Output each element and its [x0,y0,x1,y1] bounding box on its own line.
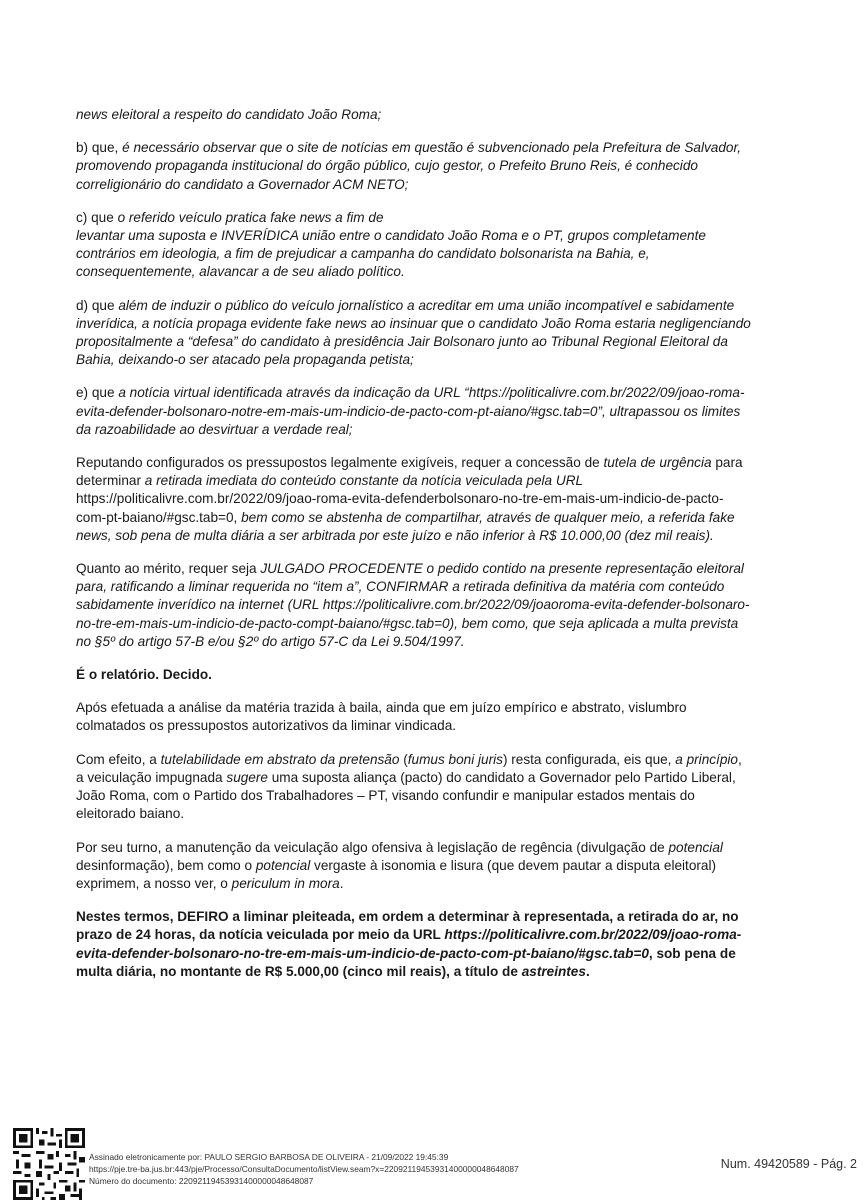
text-run: e) que [76,385,119,401]
text-run: sugere [226,769,268,785]
text-run: Reputando configurados os pressupostos legalmente exigíveis, requer a concessão de [76,455,604,471]
text-run: astreintes [521,963,586,979]
paragraph-item-e [76,384,752,439]
text-run: para determinar [76,455,743,489]
text-run: tutela de urgência [603,455,712,471]
paragraph-item-c [76,209,752,282]
paragraph-item-b [76,139,752,194]
qr-code-icon[interactable] [13,1128,85,1200]
text-run: Por seu turno, a manutenção da veiculação algo ofensiva à legislação de regência (divulgação de [76,839,669,855]
text-run: . [339,875,344,891]
text-run: a notícia virtual identificada através da indicação da URL “https://politicalivre.com.br/2022/09/joao-roma-evita-defender-bolsonaro-notre-em-mais-um-indicio-de-pacto-com-pt-aiano/#gsc.tab=0”, ultrapassou os limites da razoabilidade ao desvirtuar a verdade real; [76,385,745,437]
text-run: potencial [668,839,723,855]
text-run: Nestes termos, DEFIRO a liminar pleiteada, em ordem a determinar à representada, a retirada do ar, no prazo de 24 horas, da notícia veiculada por meio da URL [76,909,739,943]
text-run: ( [399,751,408,767]
text-run: b) que, [76,140,123,156]
text-run: tutelabilidade em abstrato da pretensão [160,751,400,767]
text-run: bem como se abstenha de compartilhar, através de qualquer meio, a referida fake news, sob pena de multa diária a ser arbitrada por este juízo e não inferior à R$ 10.000,00 (dez mil reais). [76,509,735,543]
text-run: periculum in mora [231,875,340,891]
text-run: Após efetuada a análise da matéria trazida à baila, ainda que em juízo empírico e abstrato, vislumbro colmatados os pressupostos autorizativos da liminar vindicada. [76,700,687,734]
text-run: https://politicalivre.com.br/2022/09/joao-roma-evita-defenderbolsonaro-no-tre-em-mais-um-indicio-de-pacto-com-pt-baiano/#gsc.tab=0, [76,491,724,525]
text-run: vergaste à isonomia e lisura (que devem pautar a disputa eleitoral) exprimem, a nosso ver, o [76,857,717,891]
paragraph-periculum [76,839,752,894]
text-run: c) que [76,209,118,225]
text-run: , sob pena de multa diária, no montante de R$ 5.000,00 (cinco mil reais), a título de [76,945,736,979]
text-run: fumus boni juris [407,751,503,767]
text-run: uma suposta aliança (pacto) do candidato a Governador pelo Partido Liberal, João Roma, com o Partido dos Trabalhadores – PT, visando confundir e manipular estados mentais do eleitorado baiano. [76,769,736,822]
text-run: Com efeito, a [76,751,161,767]
text-run: a retirada imediata do conteúdo constante da notícia veiculada pela URL [144,473,584,489]
page-number: Num. 49420589 - Pág. 2 [720,1157,857,1171]
paragraph-continuation [76,106,752,124]
paragraph-analysis [76,699,752,735]
text-run: JULGADO PROCEDENTE o pedido contido na presente representação eleitoral para, ratificando a liminar requerida no “item a”, CONFIRMAR a retirada definitiva da matéria com conteúdo sabidamente inverídico na internet (URL https://politicalivre.com.br/2022/09/joaoroma-evita-defender-bolsonaro-no-tre-em-mais-um-indicio-de-pacto-compt-baiano/#gsc.tab=0), bem como, que seja aplicada a multa prevista no §5º do artigo 57-B e/ou §2º do artigo 57-C da Lei 9.504/1997. [76,561,750,649]
text-run: ) resta configurada, eis que, [502,751,676,767]
text-run: É o relatório. Decido. [76,667,212,683]
document-url-line[interactable]: https://pje.tre-ba.jus.br:443/pje/Processo/ConsultaDocumento/listView.seam?x=22092119453931400000048648087 [89,1164,519,1174]
signed-by-line: Assinado eletronicamente por: PAULO SERGIO BARBOSA DE OLIVEIRA - 21/09/2022 19:45:39 [89,1152,449,1162]
paragraph-item-d [76,297,752,370]
text-run: é necessário observar que o site de notícias em questão é subvencionado pela Prefeitura de Salvador, promovendo propaganda institucional do órgão público, cujo gestor, o Prefeito Bruno Reis, é conhecido correligionário do candidato a Governador ACM NETO; [76,140,742,192]
document-body [76,106,752,996]
text-run: desinformação), bem como o [76,857,256,873]
section-heading [76,666,752,684]
text-run: levantar uma suposta e INVERÍDICA união entre o candidato João Roma e o PT, grupos completamente contrários em ideologia, a fim de prejudicar a campanha do candidato bolsonarista na Bahia, e, consequentemente, alavancar a de seu aliado político. [76,228,706,280]
text-run: além de induzir o público do veículo jornalístico a acreditar em uma união incompatível e sabidamente inverídica, a notícia propaga evidente fake news ao insinuar que o candidato João Roma estaria negligenciando propositalmente a “defesa” do candidato à presidência Jair Bolsonaro junto ao Tribunal Regional Eleitoral da Bahia, deixando-o ser atacado pela propaganda petista; [76,297,751,368]
text-run: d) que [76,297,119,313]
document-number-line: Número do documento: 22092119453931400000048648087 [89,1176,314,1186]
paragraph-decision [76,908,752,981]
paragraph-fumus [76,751,752,824]
text-run: , a veiculação impugnada [76,751,742,785]
text-run: o referido veículo pratica fake news a fim de [117,209,384,225]
paragraph-merit [76,560,752,651]
text-run: Quanto ao mérito, requer seja [76,561,261,577]
text-run: . [585,963,590,979]
paragraph-request-urgency [76,454,752,545]
text-run: news eleitoral a respeito do candidato João Roma; [76,107,382,122]
signature-info [89,1151,519,1187]
text-run: https://politicalivre.com.br/2022/09/joao-roma-evita-defender-bolsonaro-no-tre-em-mais-um-indicio-de-pacto-com-pt-baiano/#gsc.tab=0 [76,927,742,961]
text-run: potencial [255,857,311,873]
text-run: a princípio [675,751,738,767]
